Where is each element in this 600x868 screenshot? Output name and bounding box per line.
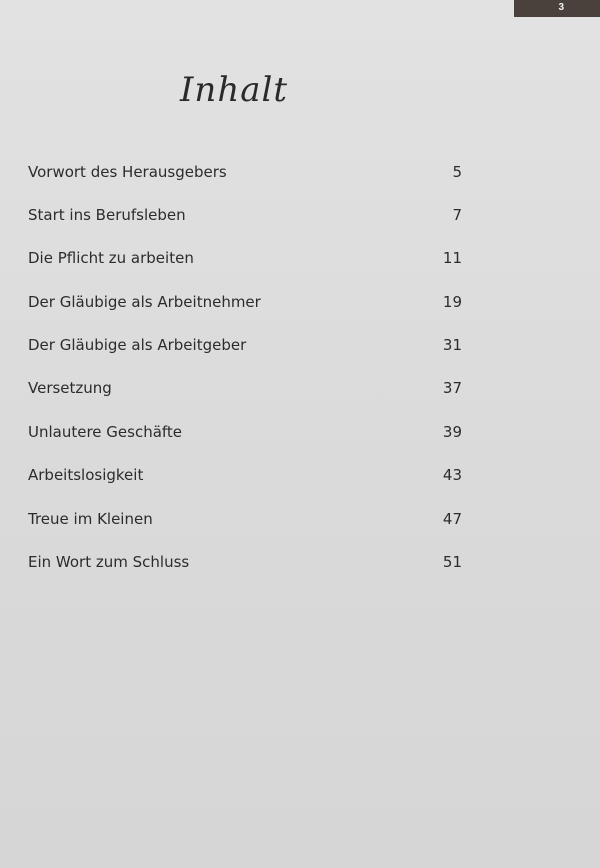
toc-entry-title: Vorwort des Herausgebers bbox=[28, 163, 227, 181]
toc-entry bbox=[28, 423, 462, 447]
toc-entry-title: Der Gläubige als Arbeitnehmer bbox=[28, 293, 261, 311]
toc-entry bbox=[28, 553, 462, 577]
toc-entry bbox=[28, 206, 462, 230]
toc-entry-page: 39 bbox=[442, 423, 462, 441]
toc-entry-page: 7 bbox=[452, 206, 462, 224]
toc-entry-title: Ein Wort zum Schluss bbox=[28, 553, 190, 571]
page-number: 3 bbox=[558, 2, 564, 13]
toc-entry bbox=[28, 510, 462, 534]
toc-entry-title: Die Pflicht zu arbeiten bbox=[28, 249, 194, 267]
toc-entry-page: 43 bbox=[442, 466, 462, 484]
toc-entry-page: 5 bbox=[452, 163, 462, 181]
toc-entry-page: 19 bbox=[442, 293, 462, 311]
page-title: Inhalt bbox=[180, 70, 289, 110]
toc-entry bbox=[28, 163, 462, 187]
toc-entry bbox=[28, 466, 462, 490]
toc-entry-title: Der Gläubige als Arbeitgeber bbox=[28, 336, 247, 354]
toc-entry-page: 51 bbox=[442, 553, 462, 571]
toc-entry-title: Start ins Berufsleben bbox=[28, 206, 186, 224]
toc-entry bbox=[28, 336, 462, 360]
toc-entry-title: Treue im Kleinen bbox=[28, 510, 153, 528]
toc-entry-title: Arbeitslosigkeit bbox=[28, 466, 144, 484]
toc-entry-title: Versetzung bbox=[28, 379, 112, 397]
toc-entry-page: 11 bbox=[442, 249, 462, 267]
toc-entry-page: 37 bbox=[442, 379, 462, 397]
toc-entry bbox=[28, 249, 462, 273]
toc-entry-title: Unlautere Geschäfte bbox=[28, 423, 183, 441]
toc-entry-page: 31 bbox=[442, 336, 462, 354]
toc-entry-page: 47 bbox=[442, 510, 462, 528]
toc-entry bbox=[28, 293, 462, 317]
toc-entry bbox=[28, 379, 462, 403]
